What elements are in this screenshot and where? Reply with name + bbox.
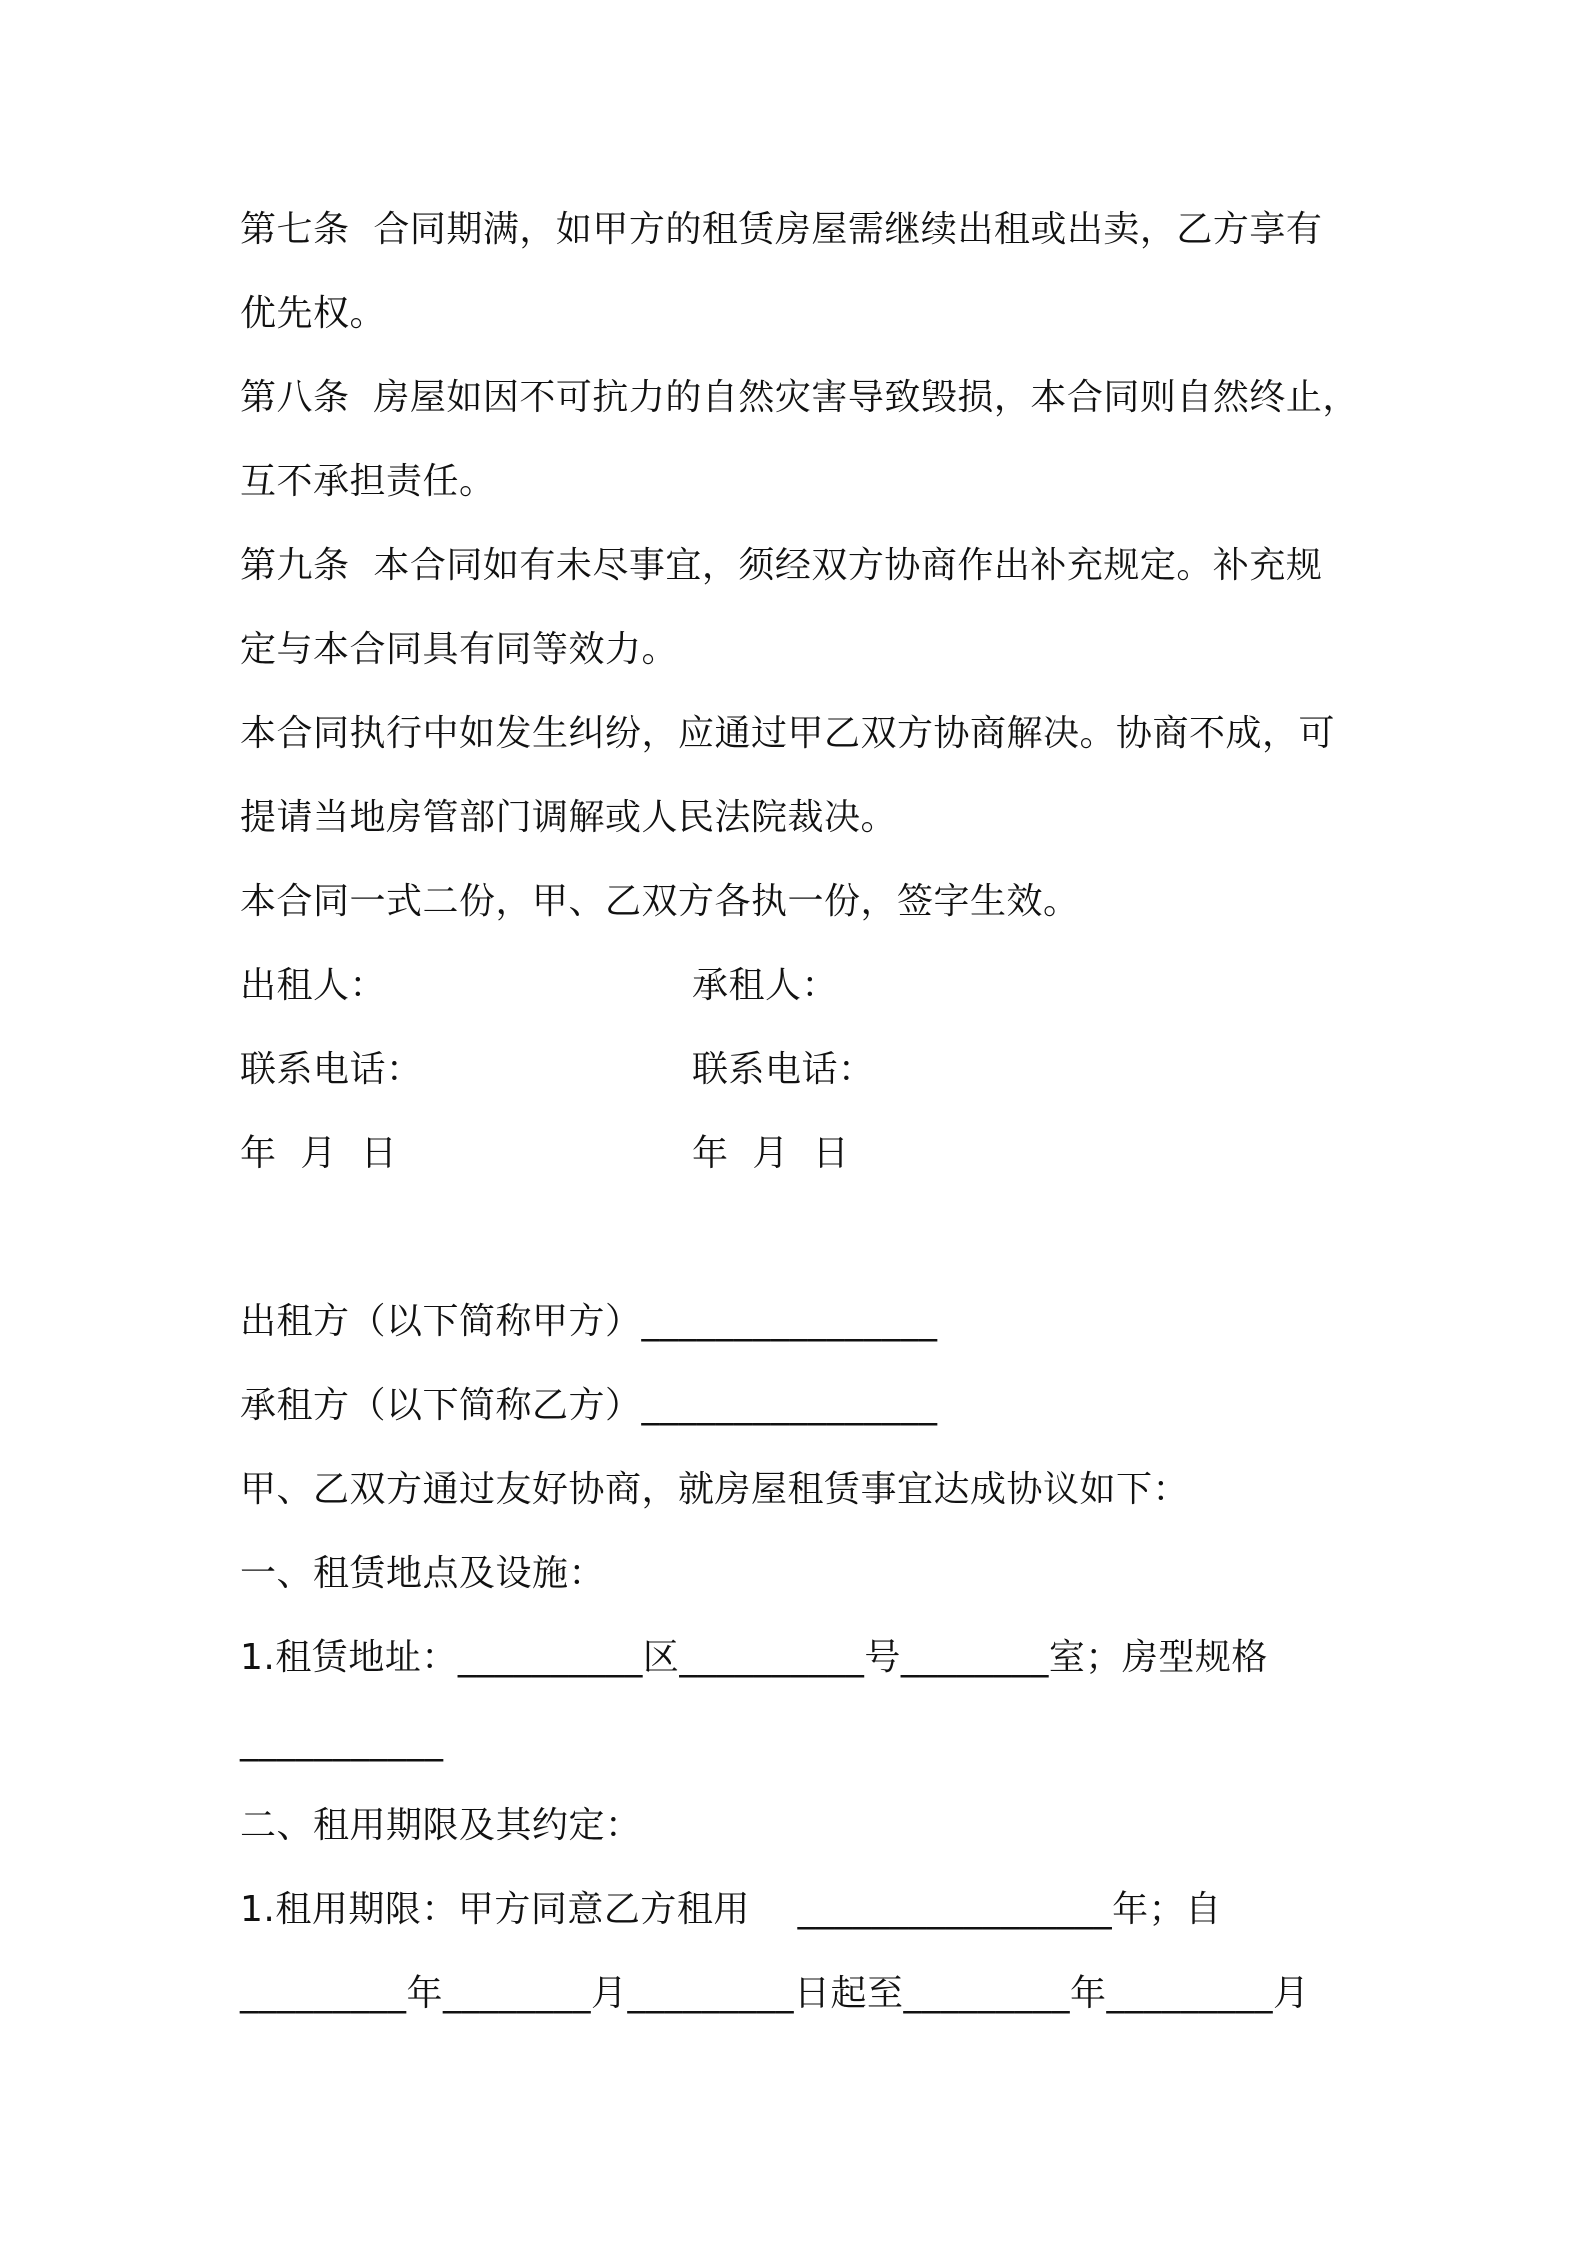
address-line: 1.租赁地址：__________区__________号________室；房型规格: [240, 1637, 1268, 1678]
clause-8-line-1: 第八条 房屋如因不可抗力的自然灾害导致毁损，本合同则自然终止，: [240, 377, 1359, 418]
clause-8-line-2: 互不承担责任。: [240, 461, 496, 502]
term-line-1: 1.租用期限：甲方同意乙方租用 _________________年；自: [240, 1889, 1222, 1930]
lessor-label: 出租人：: [240, 965, 387, 1006]
agreement-intro: 甲、乙双方通过友好协商，就房屋租赁事宜达成协议如下：: [240, 1469, 1190, 1510]
clause-9-line-1: 第九条 本合同如有未尽事宜，须经双方协商作出补充规定。补充规: [240, 545, 1323, 586]
clause-7-line-2: 优先权。: [240, 293, 387, 334]
term-line-2: _________年________月_________日起至_________年_________月: [240, 1973, 1310, 2014]
clause-9-line-2: 定与本合同具有同等效力。: [240, 629, 679, 670]
lessee-date: 年 月 日: [692, 1133, 850, 1174]
lessee-phone-label: 联系电话：: [692, 1049, 875, 1090]
section-1-title: 一、租赁地点及设施：: [240, 1553, 606, 1594]
lessee-label: 承租人：: [692, 965, 839, 1006]
dispute-line-2: 提请当地房管部门调解或人民法院裁决。: [240, 797, 898, 838]
copies-clause: 本合同一式二份，甲、乙双方各执一份，签字生效。: [240, 881, 1080, 922]
lessor-date: 年 月 日: [240, 1133, 398, 1174]
clause-7-line-1: 第七条 合同期满，如甲方的租赁房屋需继续出租或出卖，乙方享有: [240, 209, 1323, 250]
party-b-line: 承租方（以下简称乙方）________________: [240, 1385, 938, 1426]
dispute-line-1: 本合同执行中如发生纠纷，应通过甲乙双方协商解决。协商不成，可: [240, 713, 1336, 754]
party-a-line: 出租方（以下简称甲方）________________: [240, 1301, 938, 1342]
lessor-phone-label: 联系电话：: [240, 1049, 423, 1090]
section-2-title: 二、租用期限及其约定：: [240, 1805, 642, 1846]
room-type-blank: ___________: [240, 1721, 444, 1762]
